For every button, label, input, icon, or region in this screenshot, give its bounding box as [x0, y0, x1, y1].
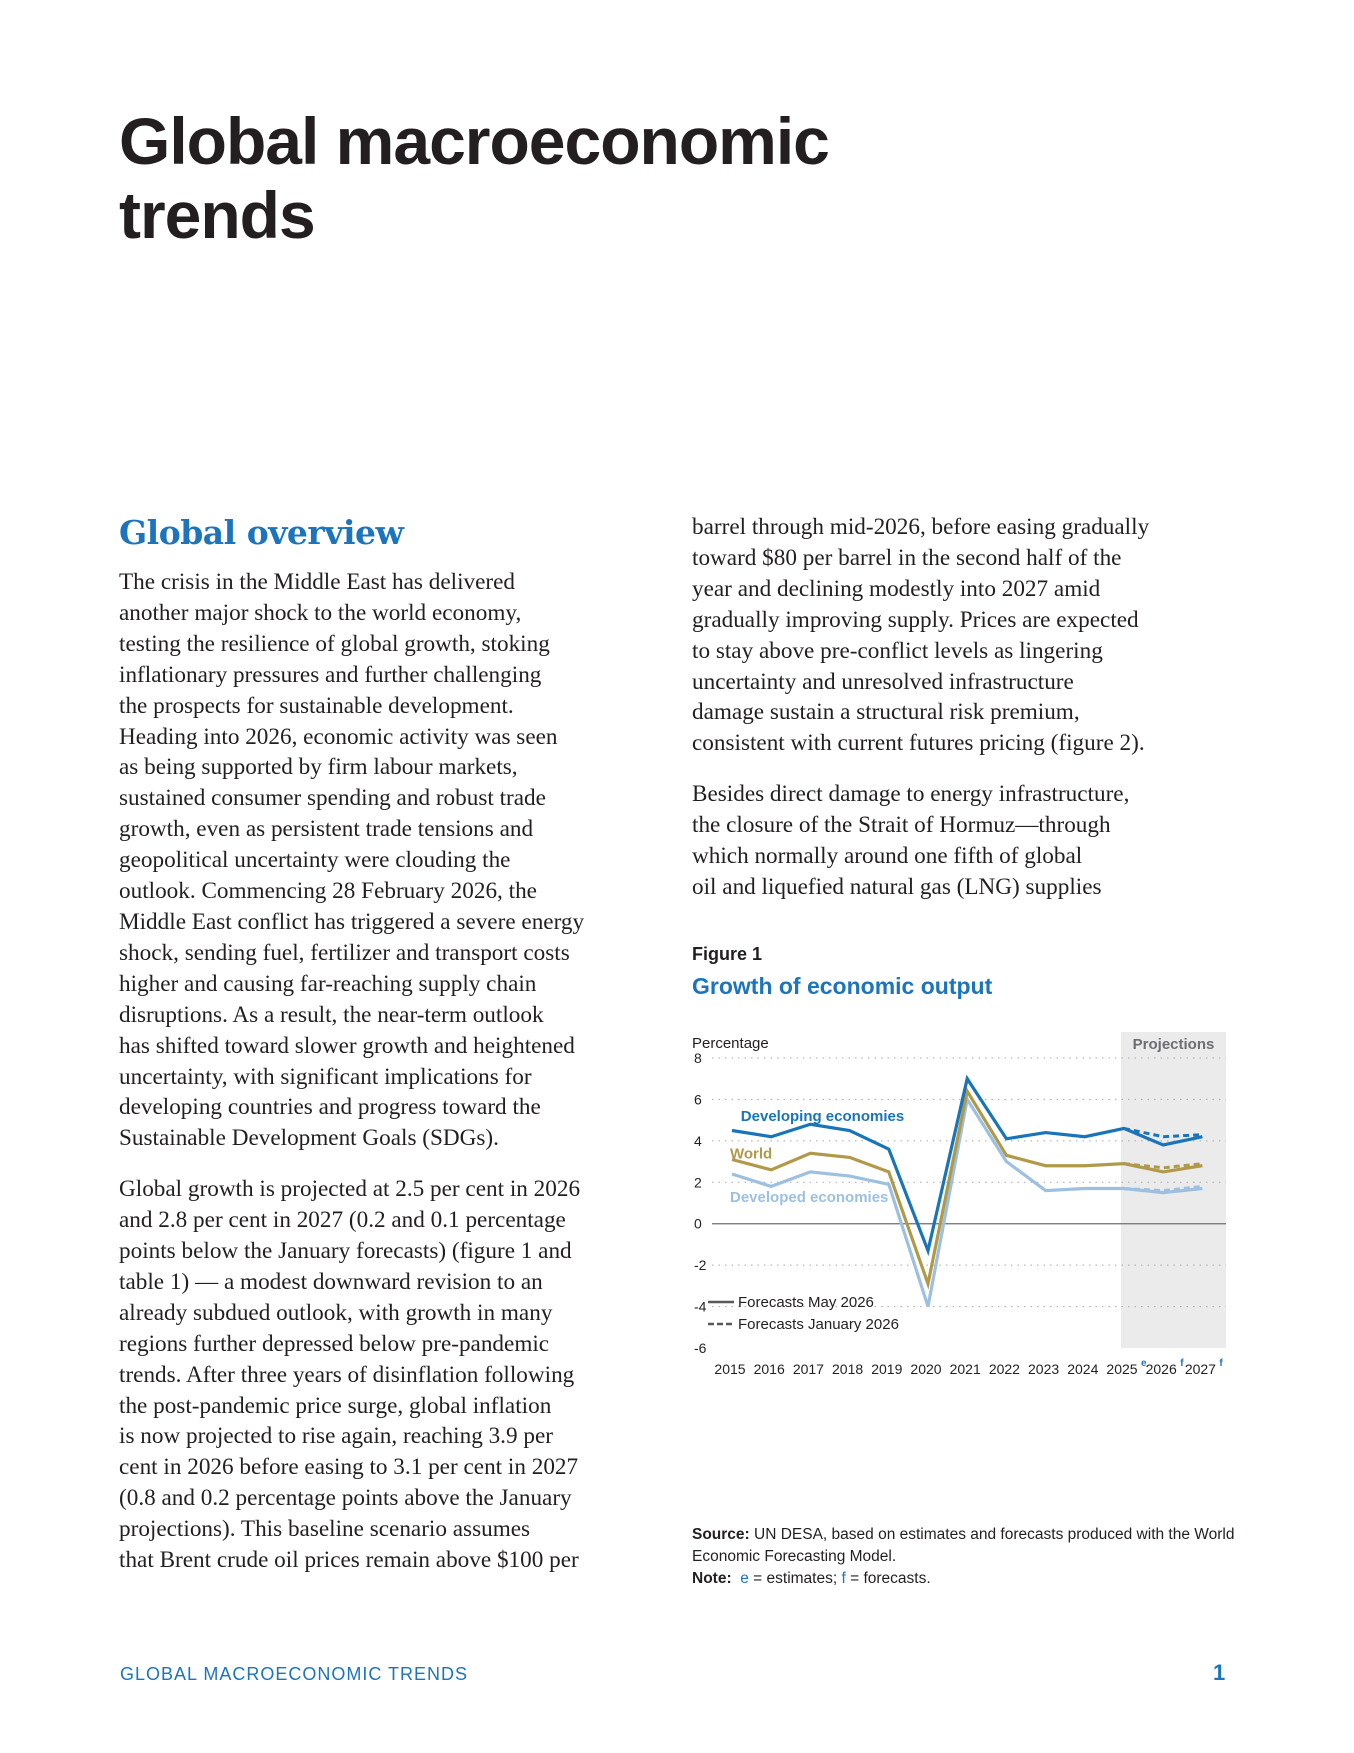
figure-label: Figure 1 [692, 944, 763, 964]
y-tick-label: 2 [694, 1174, 702, 1191]
right-column [692, 512, 1237, 923]
body-paragraph: The crisis in the Middle East has delivered another major shock to the world economy, testing the resilience of global growth, stoking inflationary pressures and further challenging the prospects for sustainable development. Heading into 2026, economic activity was seen as being supported by firm labour markets, sustained consumer spending and robust trade growth, even as persistent trade tensions and geopolitical uncertainty were clouding the outlook. Commencing 28 February 2026, the Middle East conflict has triggered a severe energy shock, sending fuel, fertilizer and transport costs higher and causing far-reaching supply chain disruptions. As a result, the near-term outlook has shifted toward slower growth and heightened uncertainty, with significant implications for developing countries and progress toward the Sustainable Development Goals (SDGs). [119, 569, 585, 1152]
note-e-text: = estimates; [748, 1570, 842, 1587]
x-tick-label: 2018 [832, 1361, 864, 1377]
x-tick-label: 2025 [1106, 1361, 1138, 1377]
x-tick-superscript: e [1141, 1358, 1147, 1369]
x-tick-label: 2015 [714, 1361, 746, 1377]
figure-notes [692, 1524, 1252, 1590]
y-tick-label: 4 [694, 1132, 702, 1149]
figure-note [692, 1568, 1252, 1590]
source-text: UN DESA, based on estimates and forecasts produced with the World Economic Forecasting Model. [692, 1526, 1235, 1565]
projection-label: Projections [1132, 1036, 1215, 1053]
x-tick-label: 2017 [792, 1361, 824, 1377]
y-tick-label: 6 [694, 1091, 702, 1108]
y-tick-label: 0 [694, 1215, 702, 1232]
x-tick-label: 2022 [988, 1361, 1020, 1377]
world-series-label: World [730, 1145, 773, 1163]
body-paragraph: Besides direct damage to energy infrastructure, the closure of the Strait of Hormuz—through which normally around one fifth of global oil and liquefied natural gas (LNG) supplies [692, 781, 1130, 900]
x-tick-label: 2019 [871, 1361, 903, 1377]
x-tick-superscript: f [1180, 1358, 1184, 1369]
note-e: e [740, 1570, 749, 1587]
figure-source [692, 1524, 1252, 1568]
section-heading: Global overview [119, 513, 404, 552]
note-f-text: = forecasts. [845, 1570, 931, 1587]
legend-label: Forecasts January 2026 [738, 1316, 899, 1333]
note-label: Note: [692, 1570, 732, 1587]
x-tick-label: 2020 [910, 1361, 942, 1377]
x-tick-label: 2027 [1184, 1361, 1216, 1377]
growth-line-chart [680, 1020, 1240, 1510]
x-tick-label: 2023 [1028, 1361, 1060, 1377]
y-tick-label: -2 [694, 1257, 707, 1274]
body-paragraph: barrel through mid-2026, before easing gradually toward $80 per barrel in the second half of the year and declining modestly into 2027 amid gradually improving supply. Prices are expected to stay above pre-conflict levels as lingering uncertainty and unresolved infrastructure damage sustain a structural risk premium, consistent with current futures pricing (figure 2). [692, 514, 1150, 757]
x-tick-superscript: f [1219, 1358, 1223, 1369]
x-tick-label: 2016 [753, 1361, 785, 1377]
source-label: Source: [692, 1526, 750, 1543]
developed-series-label: Developed economies [730, 1188, 889, 1206]
y-tick-label: -6 [694, 1340, 707, 1356]
developing-series-label: Developing economies [740, 1108, 905, 1125]
figure-title: Growth of economic output [692, 973, 993, 999]
left-column [119, 508, 659, 1596]
y-tick-label: 8 [694, 1050, 702, 1066]
legend-label: Forecasts May 2026 [738, 1294, 874, 1311]
body-paragraph: Global growth is projected at 2.5 per cent in 2026 and 2.8 per cent in 2027 (0.2 and 0.1 percentage points below the January forecasts) (figure 1 and table 1) — a modest downward revision to an already subdued outlook, with growth in many regions further depressed below pre-pandemic trends. After three years of disinflation following the post-pandemic price surge, global inflation is now projected to rise again, reaching 3.9 per cent in 2026 before easing to 3.1 per cent in 2027 (0.8 and 0.2 percentage points above the January projections). This baseline scenario assumes that Brent crude oil prices remain above $100 per [119, 1176, 581, 1574]
y-axis-title: Percentage [692, 1035, 769, 1052]
x-tick-label: 2021 [949, 1361, 981, 1377]
y-tick-label: -4 [694, 1298, 707, 1315]
x-tick-label: 2024 [1067, 1361, 1099, 1377]
page-number: 1 [1213, 1660, 1226, 1685]
note-f: f [841, 1570, 846, 1587]
page-title: Global macroeconomic trends [119, 104, 829, 252]
x-tick-label: 2026 [1145, 1361, 1177, 1377]
footer-section-title: GLOBAL MACROECONOMIC TRENDS [120, 1664, 469, 1684]
